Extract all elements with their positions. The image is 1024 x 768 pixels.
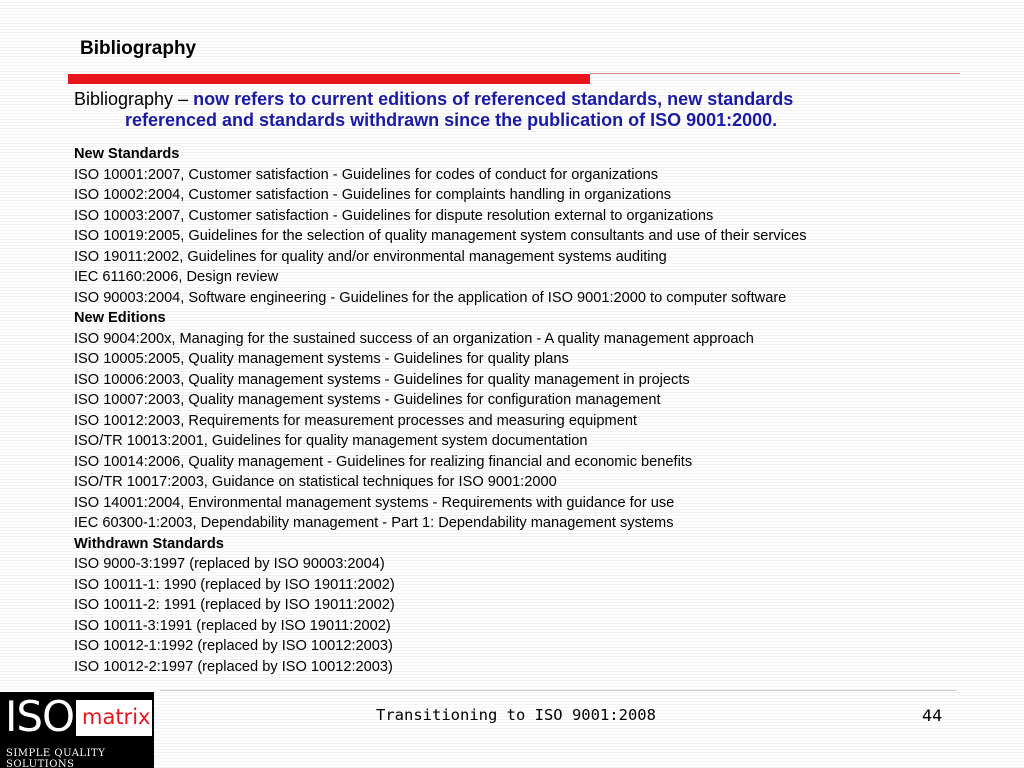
list-item: ISO 10002:2004, Customer satisfaction - Guidelines for complaints handling in organizations [74,187,672,203]
logo-tagline: SIMPLE QUALITY SOLUTIONS [6,748,106,768]
list-item: IEC 60300-1:2003, Dependability management - Part 1: Dependability management systems [74,515,674,531]
intro-emphasis: now refers to current editions of referenced standards, new standards [193,89,794,109]
footer-rule [160,690,956,691]
bibliography-list [74,144,974,677]
section-heading-withdrawn-standards: Withdrawn Standards [74,535,224,552]
list-item: ISO 90003:2004, Software engineering - Guidelines for the application of ISO 9001:2000 to computer software [74,289,787,306]
list-item: ISO 10011-1: 1990 (replaced by ISO 19011:2002) [74,576,395,593]
list-item: ISO 10012:2003, Requirements for measurement processes and measuring equipment [74,412,637,429]
list-item: ISO 10006:2003, Quality management systems - Guidelines for quality management in projects [74,371,690,388]
intro-lead: Bibliography – [74,89,194,109]
page-number: 44 [922,706,943,725]
intro-emphasis-continued: referenced and standards withdrawn since the publication of ISO 9001:2000. [125,110,778,130]
title-rule-thin [590,73,960,74]
list-item: ISO 10012-1:1992 (replaced by ISO 10012:2003) [74,638,393,654]
list-item: ISO 10003:2007, Customer satisfaction - Guidelines for dispute resolution external to organizations [74,207,714,224]
list-item: ISO 10005:2005, Quality management systems - Guidelines for quality plans [74,351,569,367]
list-item: ISO 10019:2005, Guidelines for the selection of quality management system consultants and use of their services [74,228,807,244]
footer-text: Transitioning to ISO 9001:2008 [376,706,656,724]
intro-paragraph [74,89,954,131]
list-item: ISO 9000-3:1997 (replaced by ISO 90003:2004) [74,556,385,572]
section-heading-new-standards: New Standards [74,146,180,162]
list-item: ISO 10011-3:1991 (replaced by ISO 19011:2002) [74,617,391,634]
list-item: ISO 19011:2002, Guidelines for quality and/or environmental management systems auditing [74,248,667,265]
isomatrix-logo [0,692,154,768]
list-item: ISO/TR 10013:2001, Guidelines for quality management system documentation [74,433,588,449]
logo-iso-text: ISO [5,692,75,741]
section-heading-new-editions: New Editions [74,310,166,326]
list-item: IEC 61160:2006, Design review [74,269,279,285]
logo-matrix-text: matrix [82,705,151,729]
list-item: ISO 9004:200x, Managing for the sustained success of an organization - A quality management approach [74,330,754,347]
list-item: ISO 10001:2007, Customer satisfaction - Guidelines for codes of conduct for organizations [74,166,659,183]
list-item: ISO/TR 10017:2003, Guidance on statistical techniques for ISO 9001:2000 [74,474,557,490]
list-item: ISO 10012-2:1997 (replaced by ISO 10012:2003) [74,658,393,675]
list-item: ISO 14001:2004, Environmental management systems - Requirements with guidance for use [74,494,675,511]
slide-title: Bibliography [80,38,197,59]
list-item: ISO 10011-2: 1991 (replaced by ISO 19011:2002) [74,597,395,613]
list-item: ISO 10014:2006, Quality management - Guidelines for realizing financial and economic benefits [74,453,693,470]
list-item: ISO 10007:2003, Quality management systems - Guidelines for configuration management [74,392,661,408]
title-rule-red [68,74,590,84]
